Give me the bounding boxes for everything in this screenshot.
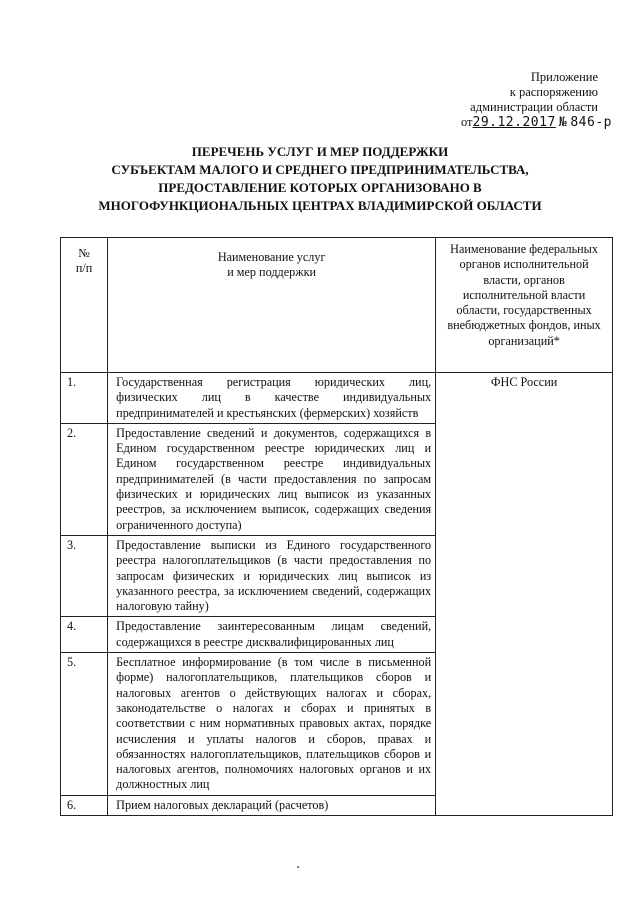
title-line-1: ПЕРЕЧЕНЬ УСЛУГ И МЕР ПОДДЕРЖКИ — [191, 144, 449, 159]
title-line-2: СУБЪЕКТАМ МАЛОГО И СРЕДНЕГО ПРЕДПРИНИМАТЕЛЬСТВА, — [111, 162, 529, 177]
services-table — [60, 237, 613, 816]
row-service: Прием налоговых деклараций (расчетов) — [108, 795, 436, 815]
appendix-line-3: администрации области — [470, 100, 598, 114]
document-title — [60, 143, 580, 215]
row-service: Предоставление заинтересованным лицам сведений, содержащихся в реестре дисквалифицированных лиц — [108, 617, 436, 653]
appendix-line-2: к распоряжению — [509, 85, 598, 99]
row-service: Предоставление сведений и документов, содержащихся в Едином государственном реестре юридических лиц и Едином государственном реестре индивидуальных предпринимателей (в части предоставления по запросам физических и юридических лиц выписок из указанных реестров, за исключением выписок, содержащих сведения ограниченного доступа) — [108, 423, 436, 535]
row-number: 1. — [61, 373, 108, 424]
appendix-number: 846-р — [570, 115, 612, 130]
table-header-row — [61, 238, 613, 373]
table-row — [61, 373, 613, 424]
header-service-line-2: и мер поддержки — [227, 265, 317, 280]
title-line-3: ПРЕДОСТАВЛЕНИЕ КОТОРЫХ ОРГАНИЗОВАНО В — [158, 180, 482, 195]
row-number: 6. — [61, 795, 108, 815]
scan-speck — [297, 866, 299, 868]
row-number: 4. — [61, 617, 108, 653]
appendix-reference — [412, 115, 612, 130]
header-organization: Наименование федеральных органов исполнительной власти, органов исполнительной власти области, государственных внебюджетных фондов, иных организаций* — [436, 238, 613, 373]
row-service: Государственная регистрация юридических лиц, физических лиц в качестве индивидуальных предпринимателей и крестьянских (фермерских) хозяйств — [108, 373, 436, 424]
title-line-4: МНОГОФУНКЦИОНАЛЬНЫХ ЦЕНТРАХ ВЛАДИМИРСКОЙ ОБЛАСТИ — [98, 198, 542, 213]
row-organization: ФНС России — [436, 373, 613, 816]
row-number: 3. — [61, 535, 108, 616]
appendix-number-sign: № — [558, 115, 568, 130]
row-service: Предоставление выписки из Единого государственного реестра налогоплательщиков (в части предоставления по запросам физических и юридических лиц выписок из указанного реестра, за исключением сведений, содержащих налоговую тайну) — [108, 535, 436, 616]
row-number: 2. — [61, 423, 108, 535]
appendix-line-1: Приложение — [530, 70, 598, 84]
row-number: 5. — [61, 653, 108, 796]
header-service — [108, 238, 436, 373]
appendix-block — [398, 70, 612, 130]
row-service: Бесплатное информирование (в том числе в письменной форме) налогоплательщиков, плательщиков сборов и налоговых агентов о действующих налогах и сборах, законодательстве о налогах и сборах и принятых в соответствии с ним нормативных правовых актах, порядке исчисления и уплаты налогов и сборов, правах и обязанностях налогоплательщиков, плательщиков сборов и налоговых агентов, полномочиях налоговых органов и их должностных лиц — [108, 653, 436, 796]
header-service-line-1: Наименование услуг — [217, 250, 326, 264]
header-number-label: п/п — [75, 261, 93, 276]
header-number-sign: № — [78, 246, 90, 260]
appendix-date: 29.12.2017 — [472, 115, 556, 130]
appendix-prefix: от — [460, 115, 473, 129]
header-number — [61, 238, 108, 373]
